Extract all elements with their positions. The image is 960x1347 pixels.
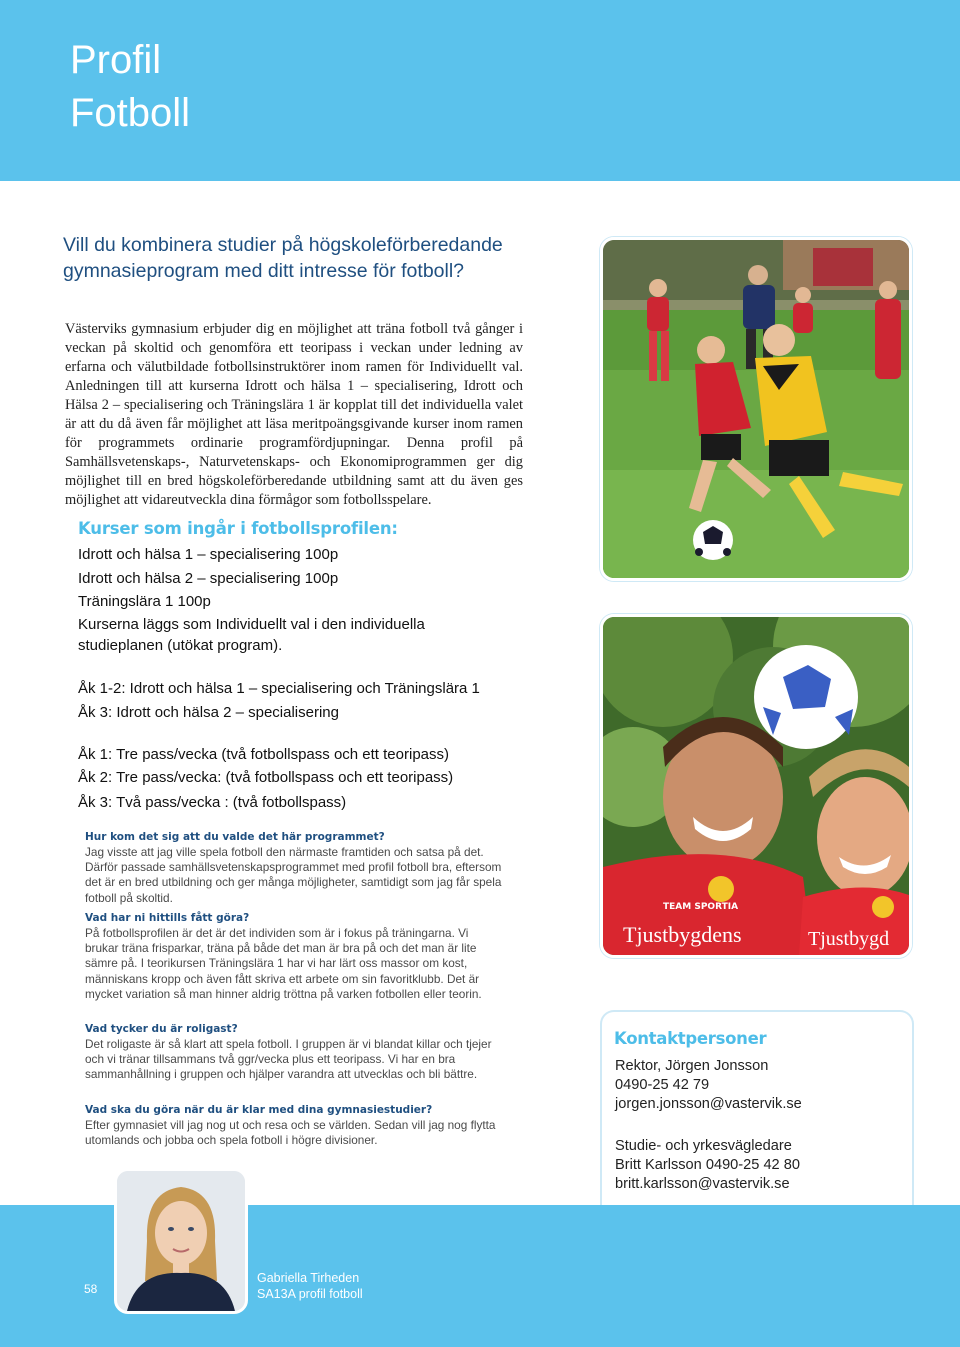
page-title <box>70 34 190 140</box>
contact-email-link[interactable]: britt.karlsson@vastervik.se <box>615 1176 790 1192</box>
portrait-illustration <box>117 1171 245 1311</box>
intro-body: Västerviks gymnasium erbjuder dig en möjlighet att träna fotboll två gånger i veckan på skoltid och genomföra ett teoripass i veckan under ledning av erfarna och välutbildade fotbollsinstruktörer inom ramen för Individuellt val. Anledningen till att kurserna Idrott och hälsa 1 – specialisering, Idrott och Hälsa 2 – specialisering och Träningslära 1 är kopplat till det individuella valet är att du då även får möjlighet att läsa meritpoängsgivande kurser inom ramen för programmets ordinarie programfördjupningar. Denna profil på Samhällsvetenskaps-, Naturvetenskaps- och Ekonomiprogrammen ger dig möjlighet till en bred högskoleförberedande utbildning samt att du även ges möjlighet att vidareutveckla dina förmågor som fotbollsspelare. <box>65 321 523 508</box>
interview-block <box>85 830 503 906</box>
page-title-line1: Profil <box>70 38 162 82</box>
courses-heading: Kurser som ingår i fotbollsprofilen: <box>78 519 398 538</box>
schedule-line: Åk 3: Två pass/vecka : (två fotbollspass) <box>78 794 347 811</box>
caption-name: Gabriella Tirheden <box>257 1271 360 1285</box>
course-item: Idrott och hälsa 2 – specialisering 100p <box>78 570 339 587</box>
interview-answer: Jag visste att jag ville spela fotboll den närmaste framtiden och satsa på det. Därför passade samhällsvetenskapsprogrammet med profil fotboll bra, eftersom det är en bred utbildning och ger många möjligheter, samtidigt som jag får spela fotboll på skoltid. <box>85 845 502 905</box>
schedule-line: Åk 1: Tre pass/vecka (två fotbollspass och ett teoripass) <box>78 746 450 763</box>
jersey-badge-text: TEAM SPORTIA <box>663 902 739 912</box>
year-line: Åk 3: Idrott och hälsa 2 – specialisering <box>78 704 339 721</box>
football-match-photo <box>600 237 912 581</box>
contact-phone: Britt Karlsson 0490-25 42 80 <box>615 1157 800 1173</box>
interview-block <box>85 1103 503 1148</box>
contact-line: Rektor, Jörgen Jonsson <box>615 1058 769 1074</box>
portrait-caption <box>257 1271 363 1302</box>
interview-answer: Det roligaste är så klart att spela fotboll. I gruppen är vi blandat killar och tjejer och vi tränar tillsammans två ggr/vecka plus ett teoripass. Vi har en bra sammanhållning i gruppen och hjälper varandra att utvecklas och bli bättre. <box>85 1037 492 1082</box>
interview-question: Hur kom det sig att du valde det här programmet? <box>85 831 385 843</box>
page-title-line2: Fotboll <box>70 91 191 135</box>
intro-heading: Vill du kombinera studier på högskoleförberedande gymnasieprogram med ditt intresse för fotboll? <box>63 234 503 282</box>
course-item: Idrott och hälsa 1 – specialisering 100p <box>78 546 339 563</box>
caption-class: SA13A profil fotboll <box>257 1286 363 1301</box>
jersey-text-right: Tjustbygd <box>808 928 890 950</box>
schedule-line: Åk 2: Tre pass/vecka: (två fotbollspass och ett teoripass) <box>78 769 454 786</box>
interview-answer: Efter gymnasiet vill jag nog ut och resa och se världen. Sedan vill jag nog flytta utomlands och jobba och spela fotboll i högre divisioner. <box>85 1118 496 1148</box>
jersey-text-left: Tjustbygdens <box>623 922 742 947</box>
contact-phone: 0490-25 42 79 <box>615 1077 710 1093</box>
heading-ball-illustration <box>603 617 909 955</box>
contact-heading: Kontaktpersoner <box>614 1029 767 1048</box>
interview-question: Vad ska du göra när du är klar med dina gymnasiestudier? <box>85 1104 433 1116</box>
interview-block <box>85 911 503 1002</box>
contact-email-link[interactable]: jorgen.jonsson@vastervik.se <box>615 1096 802 1112</box>
contact-line: Studie- och yrkesvägledare <box>615 1138 792 1154</box>
interview-block <box>85 1022 503 1083</box>
interview-question: Vad har ni hittills fått göra? <box>85 912 250 924</box>
year-line: Åk 1-2: Idrott och hälsa 1 – specialisering och Träningslära 1 <box>78 680 480 697</box>
interview-question: Vad tycker du är roligast? <box>85 1023 238 1035</box>
student-portrait <box>114 1168 248 1314</box>
heading-ball-photo <box>600 614 912 958</box>
courses-note: Kurserna läggs som Individuellt val i den individuella studieplanen (utökat program). <box>78 616 425 654</box>
football-match-illustration <box>603 240 909 578</box>
course-item: Träningslära 1 100p <box>78 593 211 610</box>
page-number: 58 <box>84 1282 98 1296</box>
interview-answer: På fotbollsprofilen är det är det individen som är i fokus på träningarna. Vi brukar träna frisparkar, träna på både det man är bra på och det man är lite sämre på. I teorikursen Träningslära 1 har vi har lärt oss massor om kost, människans kropp och även fått skriva ett arbete om sin favoritklubb. Det är mycket variation så man hinner aldrig tröttna på varken fotbollen eller teorin. <box>85 926 482 1001</box>
